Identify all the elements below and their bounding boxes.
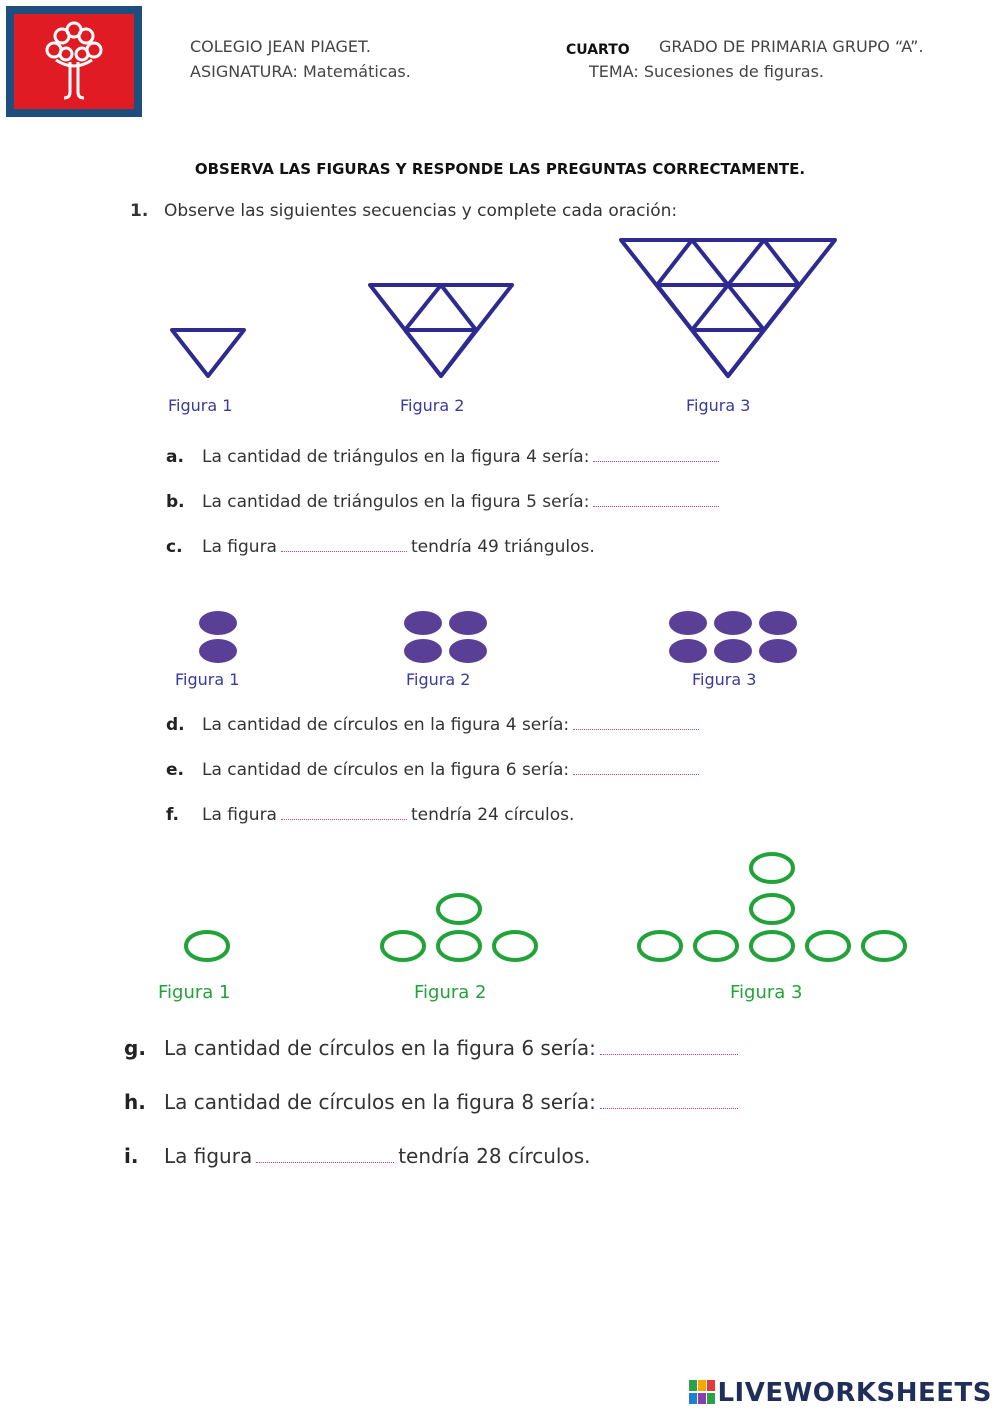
question-h [124, 1090, 742, 1114]
liveworksheets-logo-icon [689, 1380, 715, 1404]
subject: ASIGNATURA: Matemáticas. [190, 62, 411, 81]
ring-label-3: Figura 3 [730, 982, 803, 1003]
grade: GRADO DE PRIMARIA GRUPO “A”. [659, 37, 924, 56]
answer-blank-b[interactable] [593, 505, 719, 507]
triangle-label-2: Figura 2 [400, 396, 465, 415]
question-number: 1. [130, 201, 149, 221]
dot-figures [150, 605, 850, 670]
item-letter: a. [166, 447, 184, 467]
item-text: La cantidad de círculos en la figura 6 sería: [202, 760, 570, 780]
watermark [689, 1378, 992, 1408]
triangle-label-1: Figura 1 [168, 396, 233, 415]
item-letter: d. [166, 715, 185, 735]
question-i [124, 1144, 591, 1168]
tree-icon [14, 14, 134, 109]
ring-label-1: Figura 1 [158, 982, 231, 1003]
triangle-figures [150, 230, 850, 390]
answer-blank-c[interactable] [281, 550, 407, 552]
dot-label-1: Figura 1 [175, 670, 240, 689]
answer-blank-e[interactable] [573, 773, 699, 775]
question-a [166, 447, 723, 467]
item-text: La cantidad de triángulos en la figura 5 sería: [202, 492, 590, 512]
answer-blank-f[interactable] [281, 818, 407, 820]
item-text: La cantidad de círculos en la figura 4 sería: [202, 715, 570, 735]
item-text-after: tendría 49 triángulos. [410, 537, 595, 557]
question-1 [130, 201, 677, 221]
item-text-after: tendría 24 círculos. [410, 805, 575, 825]
answer-blank-d[interactable] [573, 728, 699, 730]
item-letter: e. [166, 760, 184, 780]
question-g [124, 1036, 742, 1060]
item-text: La cantidad de círculos en la figura 6 sería: [164, 1036, 596, 1060]
instruction: OBSERVA LAS FIGURAS Y RESPONDE LAS PREGUNTAS CORRECTAMENTE. [194, 160, 806, 178]
dot-figure-3 [669, 611, 797, 663]
ring-figure-1 [186, 932, 228, 960]
item-letter: c. [166, 537, 183, 557]
triangle-figure-2 [370, 285, 512, 376]
grade-prefix: CUARTO [566, 42, 630, 58]
question-c [166, 537, 595, 557]
question-e [166, 760, 703, 780]
item-text-after: tendría 28 círculos. [398, 1144, 591, 1168]
item-letter: b. [166, 492, 185, 512]
triangle-figure-1 [172, 330, 244, 376]
dot-label-3: Figura 3 [692, 670, 757, 689]
question-text: Observe las siguientes secuencias y complete cada oración: [164, 201, 678, 221]
ring-label-2: Figura 2 [414, 982, 487, 1003]
item-text: La cantidad de círculos en la figura 8 sería: [164, 1090, 596, 1114]
ring-figure-2 [382, 895, 536, 960]
question-b [166, 492, 723, 512]
item-text: La figura [202, 805, 277, 825]
answer-blank-a[interactable] [593, 460, 719, 462]
answer-blank-i[interactable] [256, 1161, 394, 1163]
answer-blank-h[interactable] [600, 1107, 738, 1109]
watermark-text: LIVEWORKSHEETS [717, 1378, 992, 1408]
triangle-label-3: Figura 3 [686, 396, 751, 415]
answer-blank-g[interactable] [600, 1053, 738, 1055]
item-text: La cantidad de triángulos en la figura 4 sería: [202, 447, 590, 467]
dot-figure-2 [404, 611, 487, 663]
topic: TEMA: Sucesiones de figuras. [589, 62, 825, 81]
item-letter: h. [124, 1090, 146, 1114]
item-letter: g. [124, 1036, 146, 1060]
dot-label-2: Figura 2 [406, 670, 471, 689]
item-letter: f. [166, 805, 179, 825]
question-d [166, 715, 703, 735]
dot-figure-1 [199, 611, 237, 663]
item-letter: i. [124, 1144, 139, 1168]
triangle-figure-3 [621, 240, 835, 376]
item-text: La figura [164, 1144, 253, 1168]
school-logo [6, 6, 142, 117]
ring-figures [150, 845, 920, 970]
school-name: COLEGIO JEAN PIAGET. [190, 37, 371, 56]
item-text: La figura [202, 537, 277, 557]
question-f [166, 805, 574, 825]
ring-figure-3 [639, 854, 905, 960]
